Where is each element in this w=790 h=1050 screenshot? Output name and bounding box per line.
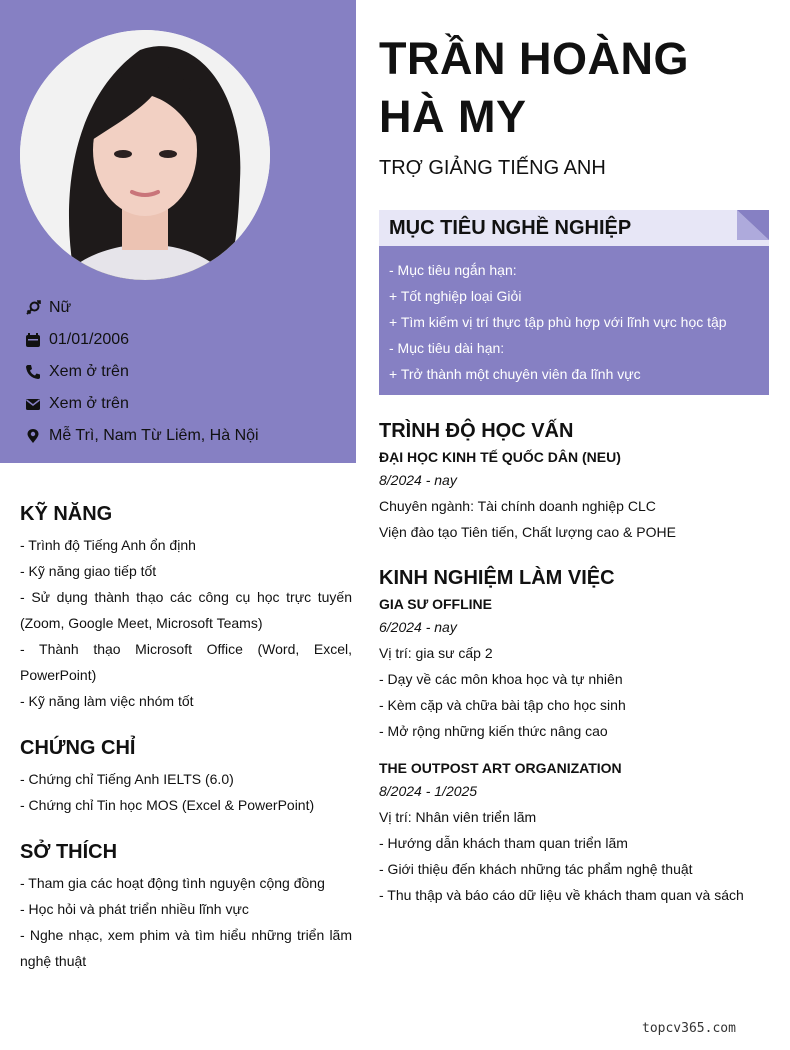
contact-email <box>24 388 259 420</box>
list-item: - Chứng chỉ Tin học MOS (Excel & PowerPoint) <box>20 797 315 813</box>
objective-title: MỤC TIÊU NGHỀ NGHIỆP <box>389 217 632 239</box>
hobbies-section <box>20 840 352 974</box>
job-entry <box>379 758 769 908</box>
list-item: Viện đào tạo Tiên tiến, Chất lượng cao & POHE <box>379 524 676 540</box>
list-item: - Sử dụng thành thạo các công cụ học trực tuyến (Zoom, Google Meet, Microsoft Teams) <box>20 589 352 631</box>
education-date: 8/2024 - nay <box>379 472 457 488</box>
contact-dob <box>24 324 259 356</box>
phone-icon <box>24 363 42 381</box>
objective-body <box>379 246 769 395</box>
name-line-2: HÀ MY <box>379 91 527 142</box>
education-section <box>379 419 769 545</box>
job-entry <box>379 594 769 744</box>
list-item: - Chứng chỉ Tiếng Anh IELTS (6.0) <box>20 771 234 787</box>
hobbies-title: SỞ THÍCH <box>20 841 118 863</box>
skills-section <box>20 502 352 714</box>
gender-icon <box>24 299 42 317</box>
list-item: + Tìm kiếm vị trí thực tập phù hợp với lĩnh vực học tập <box>389 314 727 330</box>
dob-text: 01/01/2006 <box>49 331 130 348</box>
education-title: TRÌNH ĐỘ HỌC VẤN <box>379 420 574 442</box>
list-item: - Tham gia các hoạt động tình nguyện cộng đồng <box>20 875 325 891</box>
list-item: - Mở rộng những kiến thức nâng cao <box>379 723 608 739</box>
job-date: 6/2024 - nay <box>379 619 457 635</box>
footer-watermark: topcv365.com <box>642 1021 736 1036</box>
phone-text: Xem ở trên <box>49 363 129 380</box>
list-item: Vị trí: Nhân viên triển lãm <box>379 809 537 825</box>
location-icon <box>24 427 42 445</box>
gender-text: Nữ <box>49 299 72 316</box>
job-title: TRỢ GIẢNG TIẾNG ANH <box>379 157 606 179</box>
list-item: - Trình độ Tiếng Anh ổn định <box>20 537 196 553</box>
list-item: - Giới thiệu đến khách những tác phẩm nghệ thuật <box>379 861 693 877</box>
job-org: THE OUTPOST ART ORGANIZATION <box>379 760 622 776</box>
certificates-section <box>20 736 352 818</box>
header <box>379 30 769 182</box>
experience-title: KINH NGHIỆM LÀM VIỆC <box>379 567 615 589</box>
list-item: - Thành thạo Microsoft Office (Word, Excel, PowerPoint) <box>20 641 352 683</box>
contact-list <box>24 292 259 452</box>
name-heading <box>379 30 769 146</box>
list-item: + Tốt nghiệp loại Giỏi <box>389 288 522 304</box>
school-name: ĐẠI HỌC KINH TẾ QUỐC DÂN (NEU) <box>379 449 621 465</box>
email-icon <box>24 395 42 413</box>
list-item: - Dạy về các môn khoa học và tự nhiên <box>379 671 623 687</box>
email-text: Xem ở trên <box>49 395 129 412</box>
list-item: - Hướng dẫn khách tham quan triển lãm <box>379 835 628 851</box>
address-text: Mễ Trì, Nam Từ Liêm, Hà Nội <box>49 427 259 444</box>
objective-section <box>379 210 769 395</box>
list-item: - Thu thập và báo cáo dữ liệu về khách tham quan và sách <box>379 887 744 903</box>
contact-phone <box>24 356 259 388</box>
objective-header <box>379 210 769 246</box>
list-item: - Kỹ năng giao tiếp tốt <box>20 563 157 579</box>
list-item: - Mục tiêu dài hạn: <box>389 340 505 356</box>
contact-address <box>24 420 259 452</box>
contact-gender <box>24 292 259 324</box>
corner-decoration <box>737 210 769 240</box>
name-line-1: TRẦN HOÀNG <box>379 33 689 84</box>
calendar-icon <box>24 331 42 349</box>
list-item: Chuyên ngành: Tài chính doanh nghiệp CLC <box>379 498 656 514</box>
experience-section <box>379 566 769 908</box>
profile-photo <box>20 30 270 280</box>
list-item: + Trở thành một chuyên viên đa lĩnh vực <box>389 366 641 382</box>
list-item: - Mục tiêu ngắn hạn: <box>389 262 517 278</box>
job-date: 8/2024 - 1/2025 <box>379 783 478 799</box>
list-item: - Kỹ năng làm việc nhóm tốt <box>20 693 194 709</box>
list-item: - Kèm cặp và chữa bài tập cho học sinh <box>379 697 626 713</box>
job-org: GIA SƯ OFFLINE <box>379 596 492 612</box>
list-item: - Học hỏi và phát triển nhiều lĩnh vực <box>20 901 249 917</box>
certificates-title: CHỨNG CHỈ <box>20 737 136 759</box>
skills-title: KỸ NĂNG <box>20 503 113 525</box>
list-item: Vị trí: gia sư cấp 2 <box>379 645 493 661</box>
list-item: - Nghe nhạc, xem phim và tìm hiểu những triển lãm nghệ thuật <box>20 927 352 969</box>
sidebar-panel <box>0 0 356 463</box>
